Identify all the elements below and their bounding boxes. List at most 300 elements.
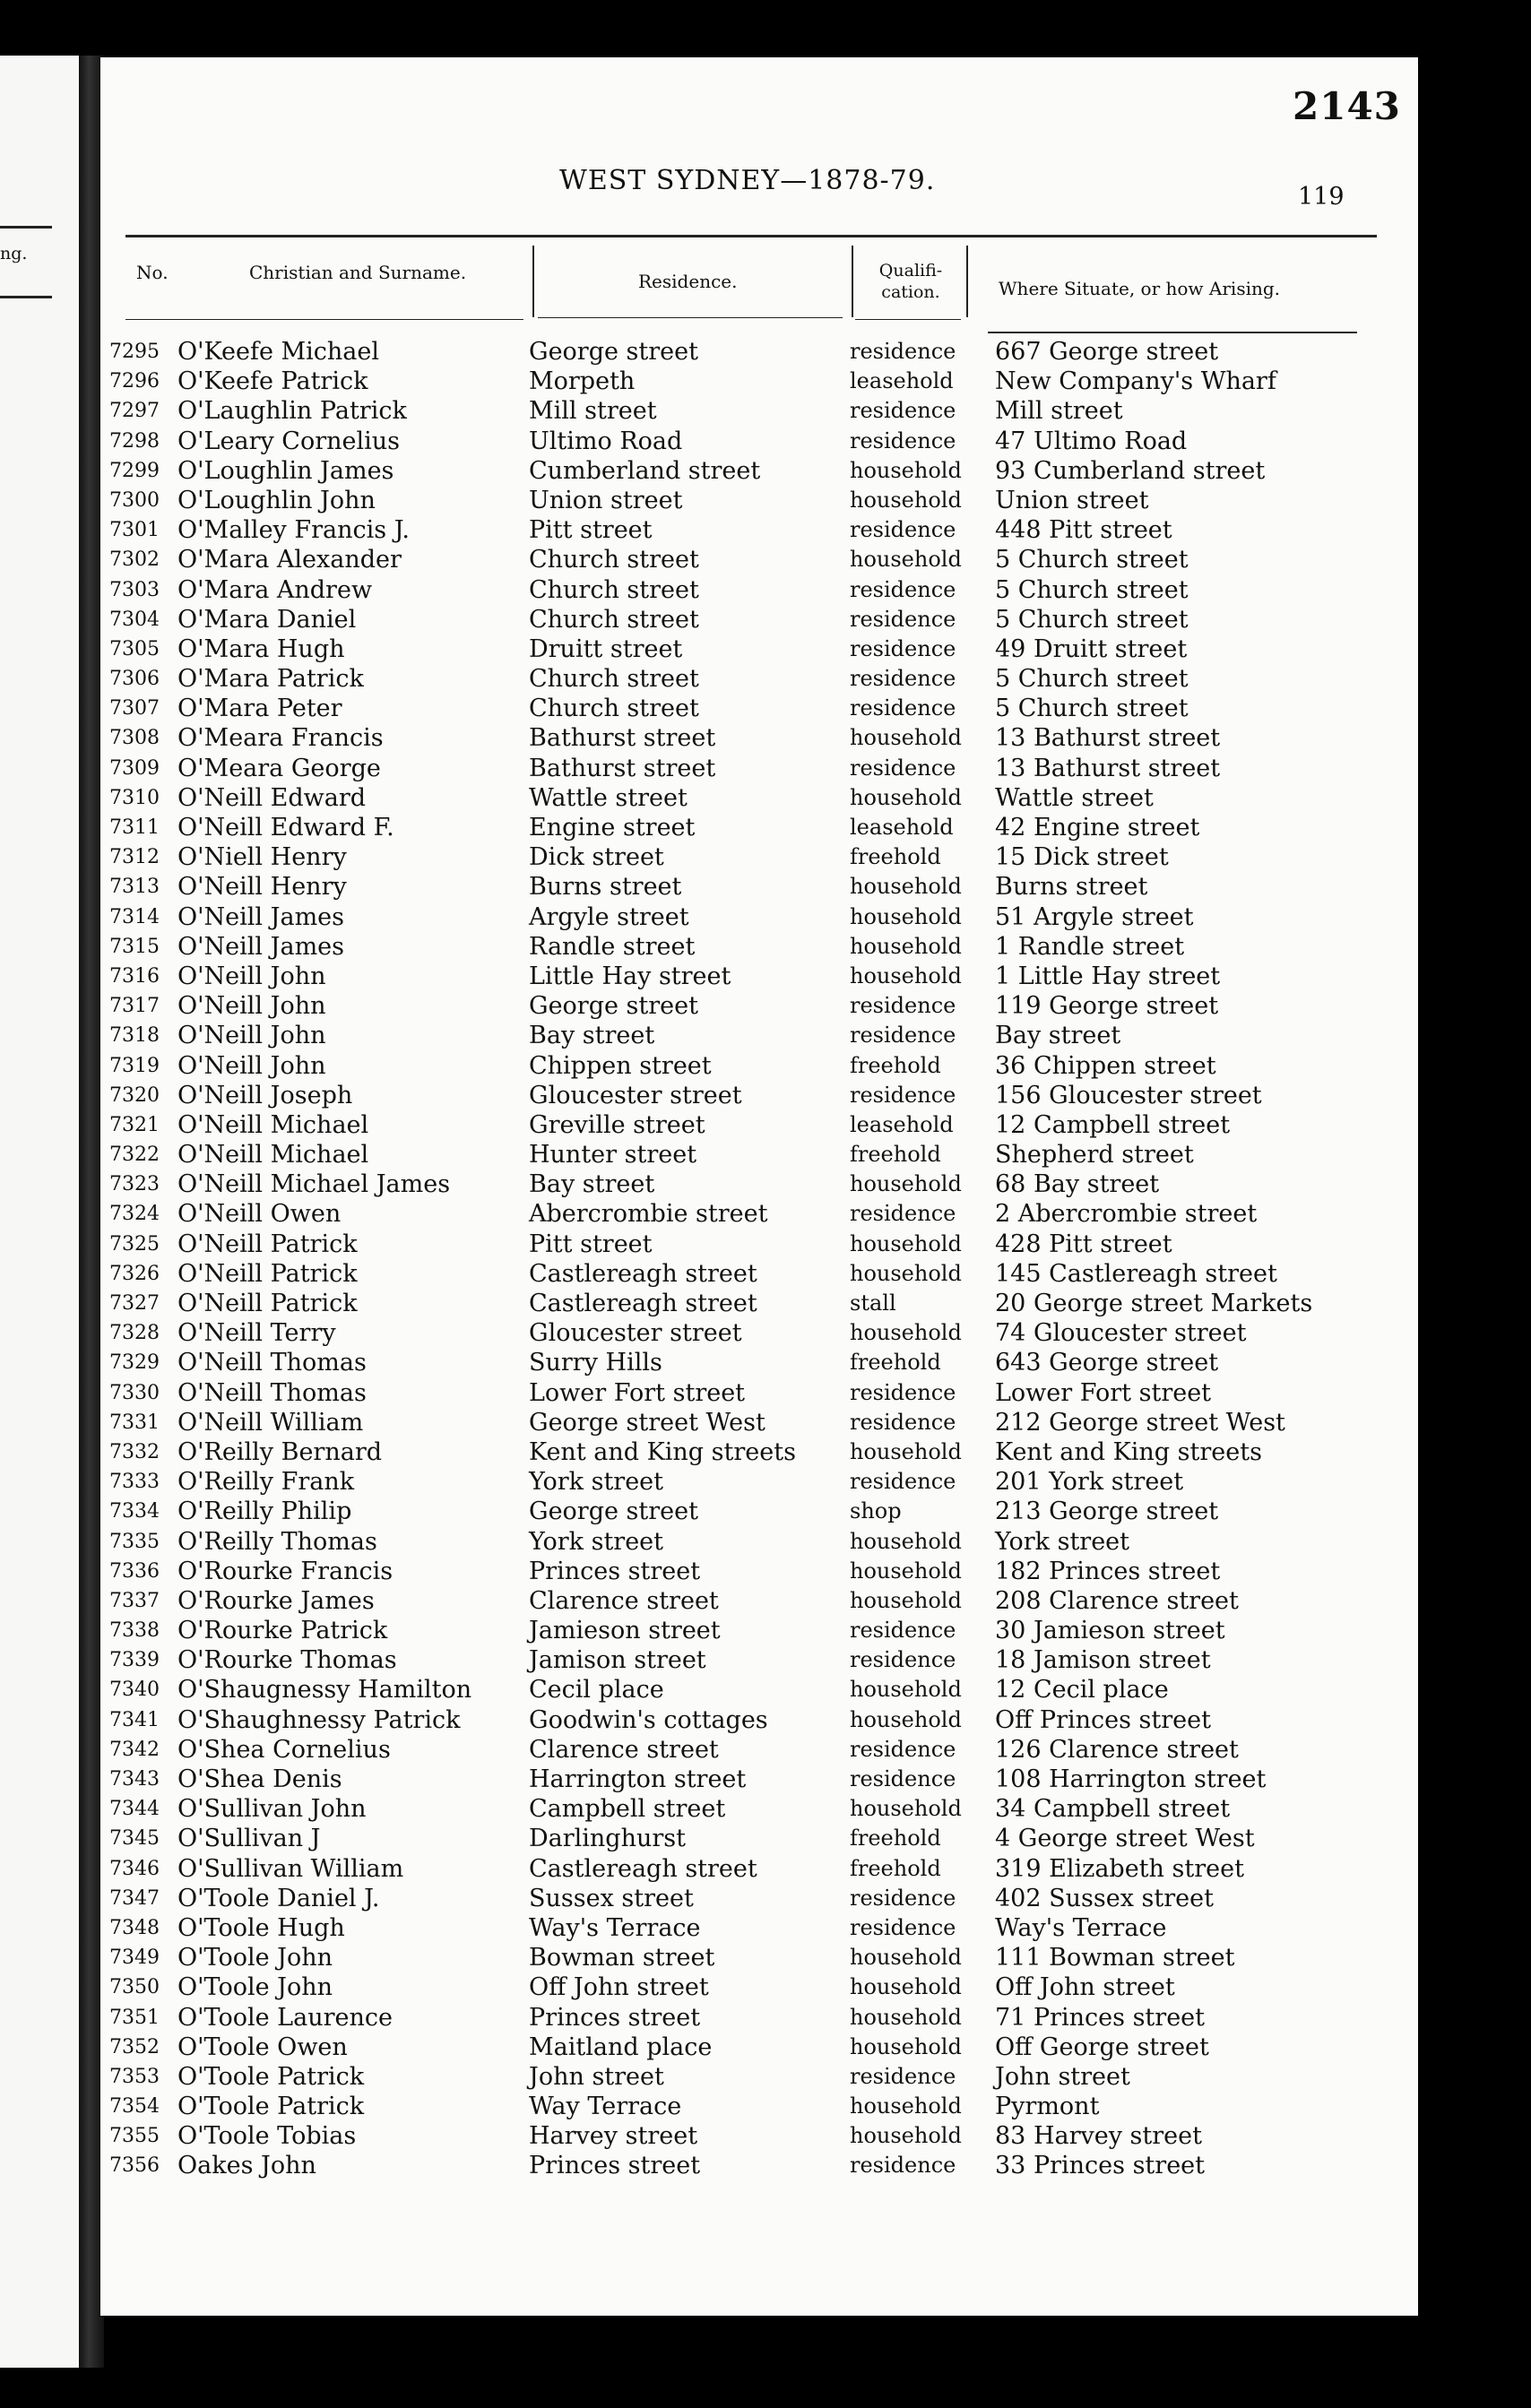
entry-name: O'Neill James <box>177 902 345 931</box>
entry-name: O'Mara Peter <box>177 695 342 723</box>
entry-number: 7321 <box>109 1113 160 1136</box>
header-where: Where Situate, or how Arising. <box>999 278 1281 299</box>
table-row <box>100 902 1418 932</box>
entry-residence: John street <box>529 2062 664 2091</box>
entry-residence: Castlereagh street <box>529 1259 757 1288</box>
entry-number: 7322 <box>109 1144 160 1167</box>
table-row <box>100 486 1418 515</box>
entry-where-situate: 5 Church street <box>995 695 1189 723</box>
entry-qualification: household <box>850 487 962 513</box>
entry-name: O'Sullivan John <box>177 1795 367 1824</box>
entry-residence: George street West <box>529 1408 766 1437</box>
entry-qualification: freehold <box>850 1825 941 1851</box>
entry-qualification: household <box>850 962 962 988</box>
table-row <box>100 634 1418 664</box>
entry-qualification: shop <box>850 1498 902 1524</box>
entry-residence: Bathurst street <box>529 724 716 753</box>
entry-qualification: residence <box>850 635 956 661</box>
header-residence: Residence. <box>638 271 738 292</box>
table-row <box>100 515 1418 545</box>
entry-qualification: household <box>850 1945 962 1971</box>
entry-residence: Ultimo Road <box>529 427 683 455</box>
table-row <box>100 427 1418 456</box>
entry-residence: Union street <box>529 486 683 514</box>
entry-where-situate: Shepherd street <box>995 1141 1194 1169</box>
entry-residence: Bay street <box>529 1170 655 1199</box>
table-row <box>100 1110 1418 1140</box>
entry-name: O'Mara Patrick <box>177 665 364 694</box>
entry-residence: York street <box>529 1468 664 1497</box>
entry-name: O'Reilly Thomas <box>177 1527 377 1556</box>
entry-name: O'Neill John <box>177 1051 326 1080</box>
entry-qualification: freehold <box>850 1052 941 1078</box>
entry-name: O'Toole Owen <box>177 2033 348 2061</box>
entry-qualification: household <box>850 1558 962 1584</box>
entry-number: 7333 <box>109 1471 160 1494</box>
entry-name: O'Neill Michael <box>177 1110 369 1139</box>
table-row <box>100 1705 1418 1735</box>
entry-qualification: household <box>850 1587 962 1613</box>
entry-qualification: household <box>850 1230 962 1256</box>
entry-residence: Chippen street <box>529 1051 712 1080</box>
entry-qualification: stall <box>850 1290 896 1316</box>
entry-name: O'Rourke Patrick <box>177 1617 388 1645</box>
entry-qualification: residence <box>850 1379 956 1405</box>
entry-residence: Engine street <box>529 814 696 842</box>
entry-qualification: residence <box>850 339 956 364</box>
table-row <box>100 1348 1418 1377</box>
entry-number: 7355 <box>109 2125 160 2148</box>
entry-where-situate: 119 George street <box>995 992 1219 1021</box>
entry-name: O'Neill James <box>177 932 345 961</box>
entry-residence: Bathurst street <box>529 754 716 782</box>
entry-name: O'Rourke Francis <box>177 1557 394 1585</box>
entry-name: O'Loughlin John <box>177 486 376 514</box>
entry-where-situate: 212 George street West <box>995 1408 1285 1437</box>
entry-qualification: residence <box>850 1647 956 1673</box>
entry-number: 7304 <box>109 608 160 631</box>
table-row <box>100 2092 1418 2121</box>
entry-residence: Argyle street <box>529 902 689 931</box>
entry-qualification: residence <box>850 576 956 602</box>
entry-qualification: residence <box>850 398 956 424</box>
entry-name: O'Keefe Patrick <box>177 367 368 396</box>
table-row <box>100 1527 1418 1557</box>
entry-name: O'Toole Patrick <box>177 2093 365 2121</box>
entry-residence: Abercrombie street <box>529 1200 768 1229</box>
entry-name: O'Shaugnessy Hamilton <box>177 1676 472 1705</box>
entry-where-situate: 402 Sussex street <box>995 1884 1214 1912</box>
table-row <box>100 754 1418 783</box>
entry-where-situate: 71 Princes street <box>995 2003 1205 2032</box>
entry-name: O'Neill Edward <box>177 783 367 812</box>
table-row <box>100 1467 1418 1497</box>
page-title: WEST SYDNEY—1878-79. <box>559 165 936 196</box>
entry-residence: Campbell street <box>529 1795 726 1824</box>
entry-residence: Gloucester street <box>529 1081 742 1109</box>
header-name: Christian and Surname. <box>249 262 467 283</box>
table-row <box>100 1854 1418 1884</box>
entry-where-situate: 182 Princes street <box>995 1557 1221 1585</box>
entry-number: 7307 <box>109 697 160 721</box>
entry-qualification: household <box>850 933 962 959</box>
entry-residence: Church street <box>529 575 699 604</box>
entry-number: 7313 <box>109 876 160 899</box>
table-row <box>100 783 1418 813</box>
entry-residence: Surry Hills <box>529 1349 662 1377</box>
entry-name: O'Rourke Thomas <box>177 1646 397 1675</box>
table-row <box>100 1586 1418 1616</box>
entry-qualification: residence <box>850 1082 956 1108</box>
entry-qualification: leasehold <box>850 1111 954 1137</box>
left-page-fragment: ng. <box>0 244 28 263</box>
entry-residence: Bay street <box>529 1022 655 1050</box>
entry-number: 7344 <box>109 1798 160 1821</box>
entry-qualification: freehold <box>850 844 941 870</box>
table-row <box>100 605 1418 634</box>
entry-number: 7340 <box>109 1679 160 1702</box>
entry-where-situate: 5 Church street <box>995 575 1189 604</box>
table-row <box>100 1318 1418 1348</box>
entry-residence: Sussex street <box>529 1884 694 1912</box>
entry-name: O'Loughlin James <box>177 456 394 485</box>
entry-number: 7298 <box>109 429 160 453</box>
entry-number: 7302 <box>109 548 160 572</box>
entry-name: O'Neill John <box>177 992 326 1021</box>
header-bottom-rule <box>538 317 843 318</box>
entry-qualification: residence <box>850 517 956 543</box>
entry-name: O'Keefe Michael <box>177 338 380 366</box>
entry-name: O'Toole Laurence <box>177 2003 393 2032</box>
entry-number: 7352 <box>109 2035 160 2058</box>
entry-number: 7332 <box>109 1440 160 1463</box>
entry-residence: Clarence street <box>529 1586 719 1615</box>
entry-number: 7343 <box>109 1768 160 1791</box>
entry-number: 7356 <box>109 2154 160 2178</box>
entry-number: 7312 <box>109 846 160 869</box>
table-row <box>100 1021 1418 1050</box>
entry-residence: Castlereagh street <box>529 1290 757 1317</box>
entry-qualification: leasehold <box>850 368 954 394</box>
entry-number: 7318 <box>109 1024 160 1048</box>
entry-where-situate: Kent and King streets <box>995 1437 1262 1466</box>
entry-name: O'Toole John <box>177 1944 333 1972</box>
entry-where-situate: 208 Clarence street <box>995 1586 1239 1615</box>
entry-residence: Maitland place <box>529 2033 713 2061</box>
entry-name: O'Leary Cornelius <box>177 427 401 455</box>
entry-number: 7306 <box>109 668 160 691</box>
entry-residence: Jamison street <box>529 1646 706 1675</box>
entry-residence: Way Terrace <box>529 2093 682 2121</box>
entry-residence: Jamieson street <box>529 1617 721 1645</box>
header-bottom-rule <box>125 319 523 320</box>
entry-qualification: household <box>850 1171 962 1197</box>
table-row <box>100 1378 1418 1408</box>
entry-qualification: residence <box>850 695 956 721</box>
entry-residence: Greville street <box>529 1110 705 1139</box>
entry-number: 7323 <box>109 1173 160 1196</box>
entry-residence: Harvey street <box>529 2122 698 2151</box>
entry-name: O'Neill Thomas <box>177 1349 367 1377</box>
entry-name: O'Toole Patrick <box>177 2062 365 2091</box>
entry-residence: George street <box>529 338 698 366</box>
entry-residence: Kent and King streets <box>529 1437 796 1466</box>
entry-qualification: residence <box>850 993 956 1019</box>
entry-qualification: residence <box>850 1766 956 1791</box>
entry-residence: George street <box>529 1497 698 1526</box>
entry-name: O'Reilly Philip <box>177 1497 352 1526</box>
entry-where-situate: 12 Campbell street <box>995 1110 1231 1139</box>
table-row <box>100 1675 1418 1705</box>
table-row <box>100 694 1418 723</box>
left-page-edge <box>0 56 81 2368</box>
entry-residence: Randle street <box>529 932 696 961</box>
entry-where-situate: 30 Jamieson street <box>995 1617 1225 1645</box>
entry-number: 7338 <box>109 1619 160 1643</box>
table-row <box>100 1972 1418 2002</box>
table-row <box>100 2121 1418 2151</box>
entry-where-situate: 213 George street <box>995 1497 1219 1526</box>
entry-where-situate: 93 Cumberland street <box>995 456 1266 485</box>
entry-number: 7314 <box>109 905 160 928</box>
entry-number: 7315 <box>109 935 160 958</box>
entry-where-situate: Pyrmont <box>995 2093 1100 2121</box>
entry-residence: Goodwin's cottages <box>529 1705 768 1734</box>
entry-where-situate: 2 Abercrombie street <box>995 1200 1258 1229</box>
entry-where-situate: 12 Cecil place <box>995 1676 1169 1705</box>
entry-number: 7330 <box>109 1381 160 1404</box>
register-rows <box>100 337 1418 2181</box>
table-row <box>100 2003 1418 2033</box>
entry-name: O'Meara George <box>177 754 381 782</box>
entry-number: 7334 <box>109 1500 160 1523</box>
entry-number: 7341 <box>109 1708 160 1731</box>
entry-where-situate: 126 Clarence street <box>995 1735 1239 1764</box>
entry-number: 7347 <box>109 1886 160 1910</box>
entry-qualification: residence <box>850 1736 956 1762</box>
entry-number: 7303 <box>109 578 160 601</box>
entry-name: O'Neill Edward F. <box>177 814 394 842</box>
entry-qualification: freehold <box>850 1142 941 1168</box>
entry-where-situate: 667 George street <box>995 338 1219 366</box>
entry-number: 7317 <box>109 995 160 1018</box>
entry-where-situate: 1 Little Hay street <box>995 962 1221 990</box>
table-row <box>100 1616 1418 1645</box>
entry-number: 7346 <box>109 1857 160 1880</box>
entry-qualification: household <box>850 874 962 900</box>
table-row <box>100 1437 1418 1467</box>
entry-qualification: household <box>850 1528 962 1554</box>
entry-residence: Wattle street <box>529 783 688 812</box>
entry-number: 7335 <box>109 1530 160 1553</box>
entry-name: O'Toole Tobias <box>177 2122 357 2151</box>
entry-name: O'Shea Denis <box>177 1765 342 1793</box>
entry-qualification: residence <box>850 1023 956 1049</box>
entry-residence: Harrington street <box>529 1765 747 1793</box>
entry-where-situate: 5 Church street <box>995 546 1189 574</box>
entry-name: O'Neill William <box>177 1408 364 1437</box>
entry-qualification: residence <box>850 2153 956 2179</box>
entry-residence: Church street <box>529 695 699 723</box>
table-row <box>100 1408 1418 1437</box>
entry-where-situate: 448 Pitt street <box>995 516 1172 545</box>
entry-where-situate: 47 Ultimo Road <box>995 427 1188 455</box>
entry-residence: Hunter street <box>529 1141 697 1169</box>
entry-number: 7316 <box>109 964 160 988</box>
entry-number: 7309 <box>109 756 160 780</box>
entry-residence: York street <box>529 1527 664 1556</box>
entry-residence: George street <box>529 992 698 1021</box>
entry-number: 7353 <box>109 2065 160 2088</box>
entry-where-situate: 428 Pitt street <box>995 1230 1172 1258</box>
entry-residence: Dick street <box>529 843 664 872</box>
entry-name: O'Neill John <box>177 1022 326 1050</box>
entry-where-situate: Lower Fort street <box>995 1378 1212 1407</box>
entry-number: 7319 <box>109 1054 160 1077</box>
entry-residence: Gloucester street <box>529 1319 742 1348</box>
table-row <box>100 723 1418 753</box>
entry-name: O'Mara Daniel <box>177 605 357 634</box>
entry-name: O'Sullivan J <box>177 1825 321 1853</box>
entry-qualification: household <box>850 725 962 751</box>
entry-qualification: residence <box>850 666 956 692</box>
entry-name: O'Shea Cornelius <box>177 1735 391 1764</box>
entry-name: O'Toole John <box>177 1973 333 2002</box>
entry-qualification: residence <box>850 755 956 781</box>
entry-where-situate: 156 Gloucester street <box>995 1081 1262 1109</box>
entry-residence: Castlereagh street <box>529 1854 757 1883</box>
table-row <box>100 1051 1418 1081</box>
table-row <box>100 545 1418 574</box>
entry-residence: Pitt street <box>529 516 653 545</box>
table-row <box>100 1230 1418 1259</box>
table-row <box>100 1140 1418 1169</box>
entry-number: 7326 <box>109 1262 160 1285</box>
entry-name: Oakes John <box>177 2152 316 2180</box>
entry-where-situate: Union street <box>995 486 1149 514</box>
entry-where-situate: 13 Bathurst street <box>995 754 1221 782</box>
entry-where-situate: 643 George street <box>995 1349 1219 1377</box>
entry-number: 7349 <box>109 1946 160 1970</box>
entry-qualification: household <box>850 547 962 573</box>
table-row <box>100 1557 1418 1586</box>
entry-residence: Princes street <box>529 2003 701 2032</box>
entry-where-situate: 1 Randle street <box>995 932 1185 961</box>
entry-qualification: residence <box>850 606 956 632</box>
entry-name: O'Malley Francis J. <box>177 516 411 545</box>
entry-residence: Princes street <box>529 2152 701 2180</box>
header-bottom-rule <box>988 332 1357 333</box>
entry-where-situate: 68 Bay street <box>995 1170 1160 1199</box>
entry-residence: Burns street <box>529 873 682 902</box>
entry-qualification: household <box>850 1796 962 1822</box>
entry-number: 7345 <box>109 1827 160 1851</box>
left-page-rule <box>0 296 52 298</box>
entry-residence: Cumberland street <box>529 456 761 485</box>
entry-where-situate: 51 Argyle street <box>995 902 1194 931</box>
entry-where-situate: 83 Harvey street <box>995 2122 1202 2151</box>
entry-qualification: household <box>850 1260 962 1286</box>
entry-number: 7320 <box>109 1083 160 1107</box>
entry-number: 7301 <box>109 519 160 542</box>
entry-qualification: residence <box>850 1409 956 1435</box>
column-divider <box>532 246 534 317</box>
table-row <box>100 1497 1418 1526</box>
table-row <box>100 2033 1418 2062</box>
entry-qualification: household <box>850 2123 962 2149</box>
header-qualification: Qualifi-cation. <box>878 261 943 302</box>
entry-where-situate: 4 George street West <box>995 1825 1255 1853</box>
entry-qualification: household <box>850 2093 962 2119</box>
entry-number: 7336 <box>109 1559 160 1583</box>
entry-name: O'Sullivan William <box>177 1854 404 1883</box>
entry-number: 7329 <box>109 1351 160 1375</box>
entry-qualification: residence <box>850 427 956 453</box>
entry-name: O'Mara Alexander <box>177 546 402 574</box>
entry-number: 7300 <box>109 488 160 512</box>
entry-where-situate: York street <box>995 1527 1130 1556</box>
header-top-rule <box>125 235 1377 237</box>
table-row <box>100 1259 1418 1289</box>
entry-name: O'Shaughnessy Patrick <box>177 1705 461 1734</box>
table-row <box>100 1645 1418 1675</box>
entry-name: O'Neill Terry <box>177 1319 336 1348</box>
table-row <box>100 872 1418 902</box>
entry-residence: Way's Terrace <box>529 1913 701 1942</box>
entry-name: O'Neill Patrick <box>177 1259 358 1288</box>
entry-qualification: household <box>850 1320 962 1346</box>
table-row <box>100 337 1418 367</box>
entry-qualification: household <box>850 2004 962 2030</box>
entry-residence: Lower Fort street <box>529 1378 746 1407</box>
entry-name: O'Neill Thomas <box>177 1378 367 1407</box>
entry-where-situate: 34 Campbell street <box>995 1795 1231 1824</box>
entry-name: O'Neill Joseph <box>177 1081 353 1109</box>
entry-residence: Bowman street <box>529 1944 715 1972</box>
entry-residence: Pitt street <box>529 1230 653 1258</box>
entry-where-situate: 15 Dick street <box>995 843 1169 872</box>
entry-where-situate: New Company's Wharf <box>995 367 1276 396</box>
entry-where-situate: 5 Church street <box>995 665 1189 694</box>
entry-name: O'Neill Michael <box>177 1141 369 1169</box>
entry-number: 7327 <box>109 1292 160 1315</box>
entry-qualification: household <box>850 1438 962 1464</box>
entry-where-situate: Way's Terrace <box>995 1913 1167 1942</box>
entry-where-situate: 74 Gloucester street <box>995 1319 1247 1348</box>
table-row <box>100 1169 1418 1199</box>
entry-name: O'Neill John <box>177 962 326 990</box>
entry-name: O'Neill Henry <box>177 873 347 902</box>
entry-residence: Princes street <box>529 1557 701 1585</box>
left-page-rule <box>0 226 52 229</box>
entry-residence: Off John street <box>529 1973 709 2002</box>
entry-name: O'Toole Daniel J. <box>177 1884 380 1912</box>
table-row <box>100 842 1418 872</box>
table-row <box>100 1765 1418 1794</box>
entry-number: 7348 <box>109 1916 160 1939</box>
entry-number: 7310 <box>109 786 160 809</box>
entry-number: 7350 <box>109 1976 160 1999</box>
table-row <box>100 1081 1418 1110</box>
entry-where-situate: 201 York street <box>995 1468 1184 1497</box>
table-row <box>100 962 1418 991</box>
entry-residence: Morpeth <box>529 367 636 396</box>
entry-where-situate: 319 Elizabeth street <box>995 1854 1244 1883</box>
table-row <box>100 456 1418 486</box>
entry-where-situate: 13 Bathurst street <box>995 724 1221 753</box>
table-row <box>100 1824 1418 1853</box>
table-row <box>100 1943 1418 1972</box>
